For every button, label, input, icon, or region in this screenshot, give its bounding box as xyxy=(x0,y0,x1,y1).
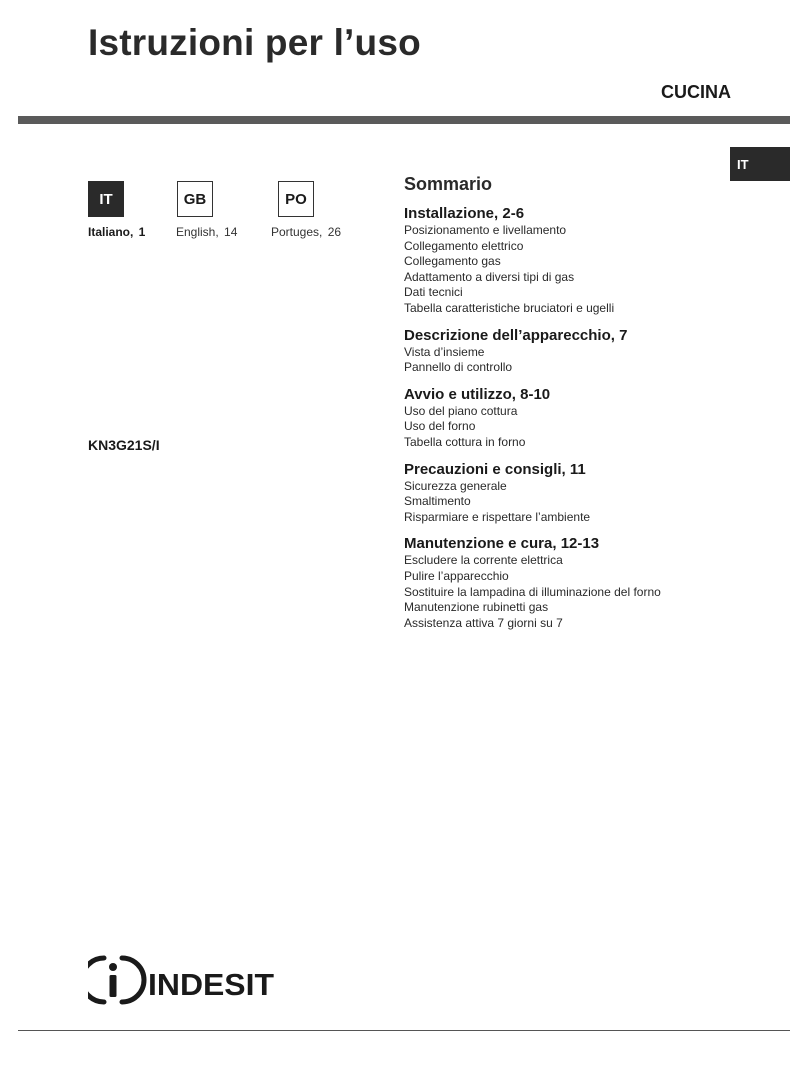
model-code: KN3G21S/I xyxy=(88,437,160,453)
language-selector-gb[interactable] xyxy=(176,181,238,239)
language-label: Portuges, 26 xyxy=(271,225,342,239)
toc-section-installazione xyxy=(404,205,784,317)
toc-heading[interactable]: Manutenzione e cura, 12-13 xyxy=(404,535,600,553)
toc-section-precauzioni xyxy=(404,461,784,526)
language-label: English, 14 xyxy=(176,225,238,239)
language-code-box: GB xyxy=(177,181,213,217)
toc-item[interactable]: Vista d’insieme xyxy=(404,344,485,359)
toc-item[interactable]: Assistenza attiva 7 giorni su 7 xyxy=(404,615,563,630)
toc-item[interactable]: Pannello di controllo xyxy=(404,360,513,375)
toc-item[interactable]: Tabella cottura in forno xyxy=(404,434,526,449)
language-label: Italiano, 1 xyxy=(88,225,146,239)
toc-section-manutenzione xyxy=(404,535,784,631)
toc-heading[interactable]: Avvio e utilizzo, 8-10 xyxy=(404,385,551,403)
page-title: Istruzioni per l’uso xyxy=(88,22,421,63)
toc-item[interactable]: Dati tecnici xyxy=(404,285,463,300)
toc-item[interactable]: Sostituire la lampadina di illuminazione del forno xyxy=(404,584,661,599)
toc-item[interactable]: Risparmiare e rispettare l’ambiente xyxy=(404,509,591,524)
brand-name: INDESIT xyxy=(148,967,275,1002)
language-code-box: IT xyxy=(88,181,124,217)
toc-item[interactable]: Smaltimento xyxy=(404,494,471,509)
toc-heading[interactable]: Descrizione dell’apparecchio, 7 xyxy=(404,326,628,344)
toc-item[interactable]: Collegamento gas xyxy=(404,254,501,269)
category-label: CUCINA xyxy=(661,82,731,102)
toc-item[interactable]: Collegamento elettrico xyxy=(404,238,524,253)
toc-section-descrizione xyxy=(404,327,784,376)
footer-divider xyxy=(18,1030,790,1031)
language-code-box: PO xyxy=(278,181,314,217)
header-divider xyxy=(18,116,790,124)
toc-heading[interactable]: Installazione, 2-6 xyxy=(404,205,525,222)
language-side-tab: IT xyxy=(730,147,790,181)
toc-item[interactable]: Uso del piano cottura xyxy=(404,403,518,418)
toc-item[interactable]: Posizionamento e livellamento xyxy=(404,223,567,237)
toc-item[interactable]: Escludere la corrente elettrica xyxy=(404,553,563,568)
toc-heading[interactable]: Precauzioni e consigli, 11 xyxy=(404,460,586,478)
toc-item[interactable]: Manutenzione rubinetti gas xyxy=(404,600,549,615)
toc-item[interactable]: Pulire l’apparecchio xyxy=(404,568,509,583)
toc-item[interactable]: Uso del forno xyxy=(404,419,476,434)
language-selector-po[interactable] xyxy=(271,181,342,239)
indesit-logo-icon xyxy=(88,954,278,1006)
toc-section-avvio xyxy=(404,386,784,451)
language-selector-it[interactable] xyxy=(88,181,146,239)
toc-item[interactable]: Sicurezza generale xyxy=(404,478,507,493)
toc-item[interactable]: Adattamento a diversi tipi di gas xyxy=(404,269,575,284)
table-of-contents xyxy=(404,174,784,641)
toc-item[interactable]: Tabella caratteristiche bruciatori e ugelli xyxy=(404,300,615,315)
toc-title: Sommario xyxy=(404,174,493,194)
